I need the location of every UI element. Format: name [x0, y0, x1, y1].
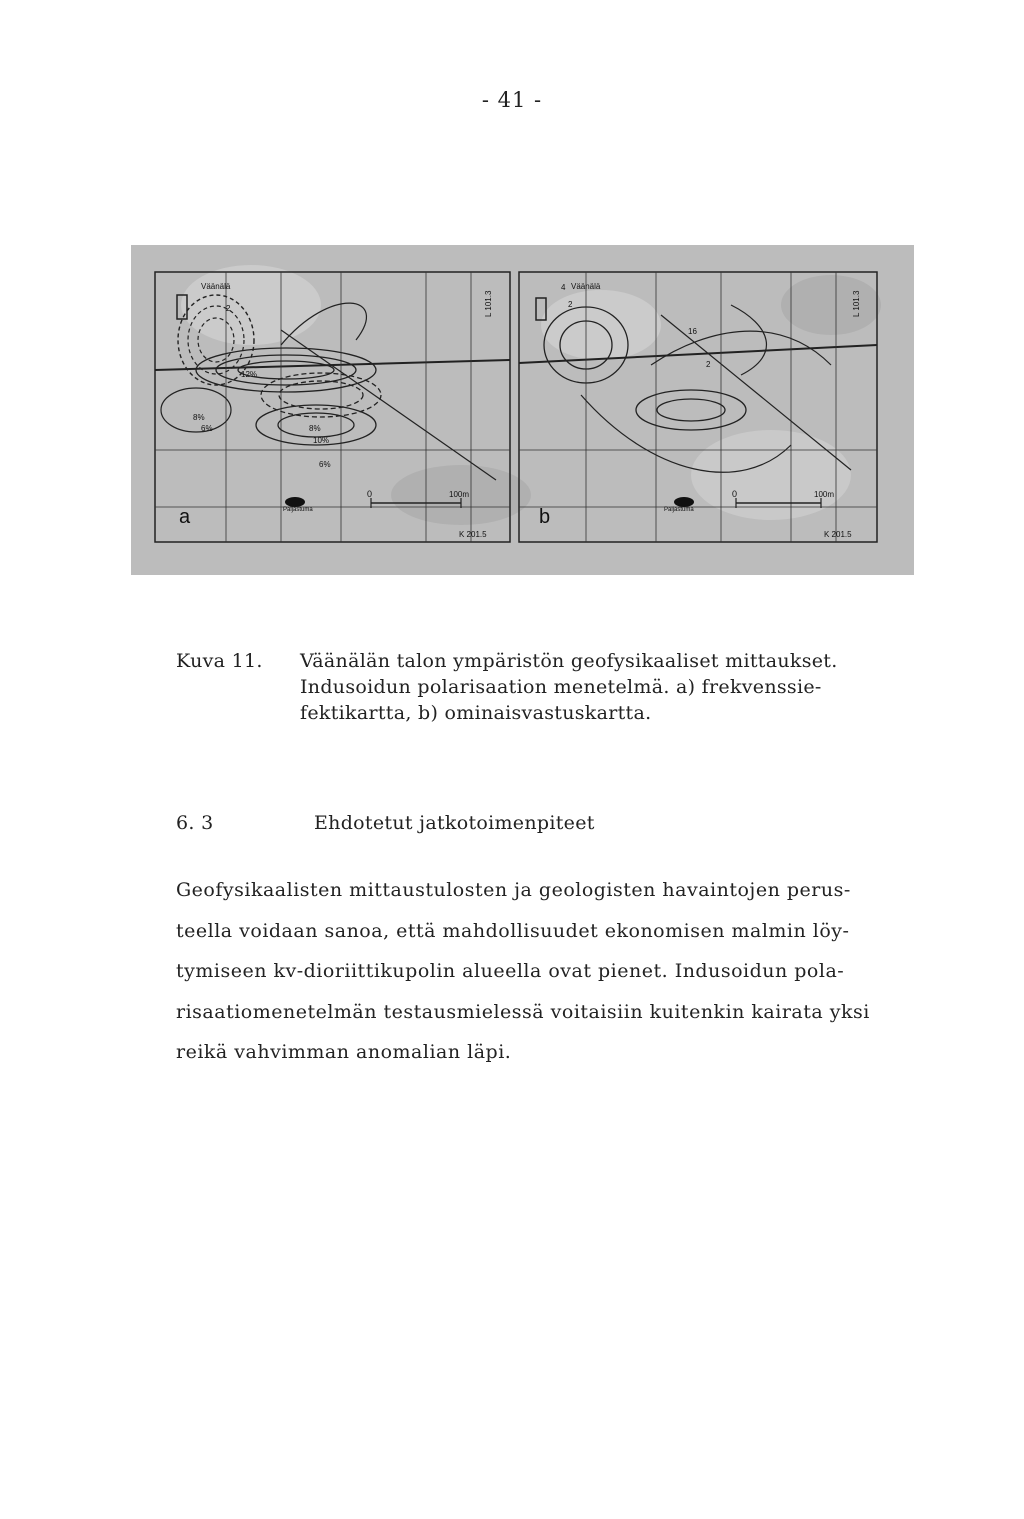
paragraph-line: risaatiomenetelmän testausmielessä voitaisiin kuitenkin kairata yksi	[176, 1000, 870, 1023]
paragraph-line: tymiseen kv-dioriittikupolin alueella ovat pienet. Indusoidun pola-	[176, 960, 845, 982]
panel-a-contour-3: 10%	[313, 436, 330, 445]
panel-b-contour-3: 4	[561, 283, 566, 292]
caption-line: fektikartta, b) ominaisvastuskartta.	[300, 702, 652, 724]
panel-a-top-label: Väänälä	[201, 282, 231, 291]
paragraph-line: Geofysikaalisten mittaustulosten ja geologisten havaintojen perus-	[176, 879, 851, 901]
panel-a-contour-5: 6%	[201, 424, 213, 433]
paragraph-line: reikä vahvimman anomalian läpi.	[176, 1041, 512, 1063]
panel-b-letter: b	[539, 506, 551, 528]
section-heading	[176, 812, 595, 834]
panel-b-contour-2: 2	[568, 300, 573, 309]
panel-a-side-label: L 101.3	[484, 290, 493, 317]
panel-b-contour-4: 2	[706, 360, 711, 369]
panel-a-contour-1: 8%	[193, 413, 205, 422]
page-number: - 41 -	[481, 88, 543, 112]
panel-b-site-label: Paljastuma	[664, 507, 694, 513]
caption-line: Indusoidun polarisaation menetelmä. a) frekvenssie-	[300, 676, 822, 698]
body-paragraph	[176, 870, 936, 1073]
panel-a-scale-end: 100m	[449, 490, 470, 499]
panel-a-contour-2: 6%	[319, 460, 331, 469]
paragraph-line: teella voidaan sanoa, että mahdollisuudet ekonomisen malmin löy-	[176, 919, 850, 942]
panel-b-side-label: L 101.3	[852, 290, 861, 317]
panel-a-contour-6: 12%	[241, 370, 258, 379]
panel-a-contour-4: 8%	[309, 424, 321, 433]
panel-a-contour-7: 2	[226, 304, 231, 313]
panel-a-letter: a	[179, 506, 191, 528]
section-number: 6. 3	[176, 812, 214, 834]
caption-text	[300, 648, 940, 726]
panel-a-site-label: Paljastuma	[283, 507, 313, 513]
section-title: Ehdotetut jatkotoimenpiteet	[314, 812, 595, 834]
caption-label: Kuva 11.	[176, 650, 263, 672]
panel-b-contour-1: 16	[688, 327, 697, 336]
geophysical-map-figure	[131, 245, 914, 575]
panel-a-scale-start: 0	[367, 489, 373, 499]
panel-b-scale-start: 0	[732, 489, 738, 499]
panel-a-bottom-label: K 201.5	[459, 530, 487, 539]
caption-line: Väänälän talon ympäristön geofysikaaliset mittaukset.	[300, 650, 838, 672]
panel-b-top-label: Väänälä	[571, 282, 601, 291]
panel-b-scale-end: 100m	[814, 490, 835, 499]
panel-b-bottom-label: K 201.5	[824, 530, 852, 539]
